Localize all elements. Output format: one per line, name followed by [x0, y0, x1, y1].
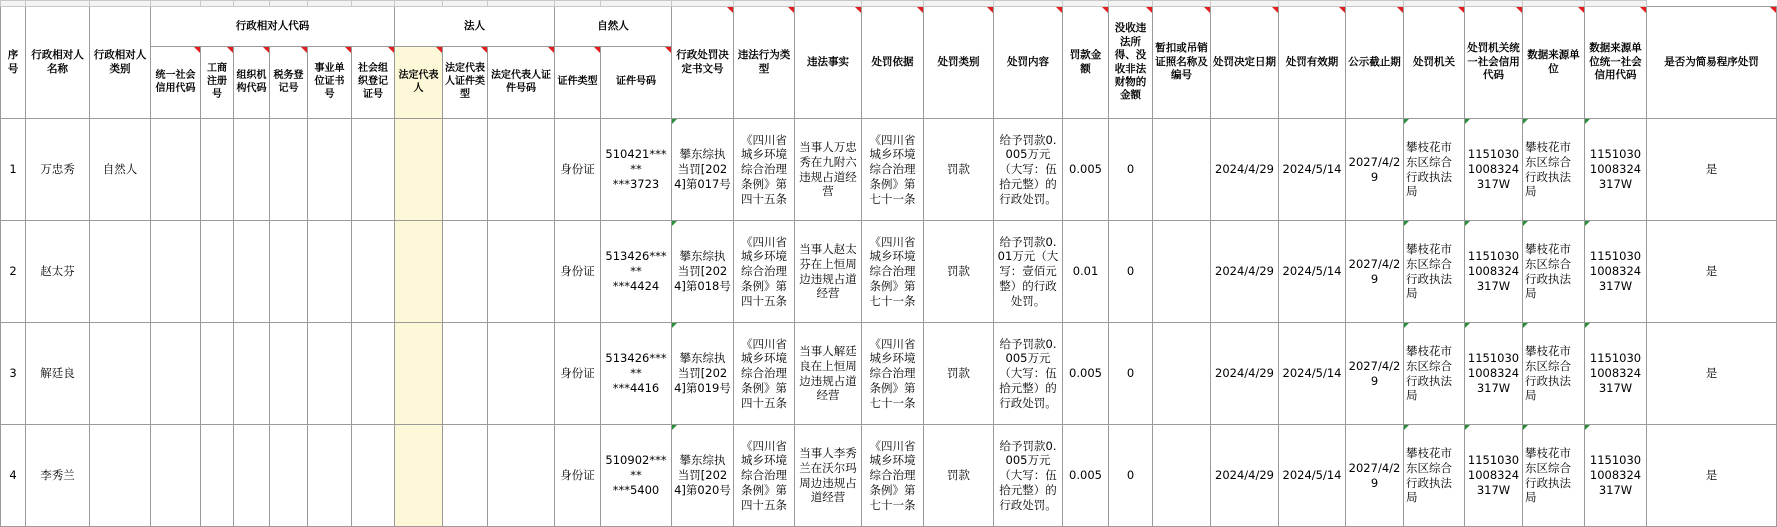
- cell-basis[interactable]: 《四川省城乡环境综合治理条例》第七十一条: [862, 119, 924, 221]
- cell-legal-rep[interactable]: [395, 323, 443, 425]
- cell-biz-reg[interactable]: [201, 323, 234, 425]
- cell-facts[interactable]: 当事人赵太芬在上恒周边违规占道经营: [795, 221, 862, 323]
- cell-type[interactable]: [90, 221, 151, 323]
- cell-basis[interactable]: 《四川省城乡环境综合治理条例》第七十一条: [862, 425, 924, 527]
- comment-marker: [1770, 7, 1776, 13]
- header-confiscate[interactable]: [1109, 7, 1153, 119]
- cell-seq[interactable]: 3: [1, 323, 26, 425]
- cell-penalty-cat[interactable]: 罚款: [924, 221, 994, 323]
- cell-uscc[interactable]: [151, 425, 201, 527]
- header-legal-rep[interactable]: [395, 47, 443, 119]
- cell-penalty-cat[interactable]: 罚款: [924, 119, 994, 221]
- cell-public-end[interactable]: 2027/4/29: [1346, 119, 1404, 221]
- cell-basis[interactable]: 《四川省城乡环境综合治理条例》第七十一条: [862, 323, 924, 425]
- cell-source-code-text: 11510301008324317W: [1589, 249, 1642, 293]
- cell-legal-rep-id-type[interactable]: [443, 323, 488, 425]
- comment-marker: [1102, 7, 1108, 13]
- cell-simple[interactable]: 是: [1647, 119, 1777, 221]
- cell-id-no[interactable]: 510902***** ***5400: [601, 425, 672, 527]
- cell-suspend[interactable]: [1153, 425, 1211, 527]
- header-doc-no[interactable]: [672, 7, 734, 119]
- cell-uscc[interactable]: [151, 221, 201, 323]
- cell-seq[interactable]: 4: [1, 425, 26, 527]
- comment-marker: [1339, 7, 1345, 13]
- comment-marker: [1204, 7, 1210, 13]
- header-source-text: 数据来源单位: [1527, 49, 1580, 75]
- cell-org-code[interactable]: [234, 221, 270, 323]
- header-biz-reg[interactable]: [201, 47, 234, 119]
- cell-authority[interactable]: [1404, 221, 1465, 323]
- cell-legal-rep-id-no[interactable]: [488, 221, 555, 323]
- comment-marker: [1397, 7, 1403, 13]
- header-inst-cert-text: 事业单位证书号: [314, 63, 345, 100]
- error-marker: [1523, 323, 1528, 328]
- cell-source-code[interactable]: [1585, 221, 1647, 323]
- header-basis-text: 处罚依据: [871, 55, 914, 68]
- comment-marker: [194, 47, 200, 53]
- cell-tax-reg[interactable]: [270, 221, 308, 323]
- cell-social-org[interactable]: [352, 425, 395, 527]
- header-group-code[interactable]: 行政相对人代码: [151, 7, 395, 47]
- cell-name[interactable]: 李秀兰: [26, 425, 90, 527]
- cell-suspend[interactable]: [1153, 119, 1211, 221]
- cell-authority[interactable]: [1404, 119, 1465, 221]
- header-simple[interactable]: [1647, 7, 1777, 119]
- cell-social-org[interactable]: [352, 221, 395, 323]
- cell-legal-rep-id-no[interactable]: [488, 425, 555, 527]
- header-social-org[interactable]: [352, 47, 395, 119]
- header-facts-text: 违法事实: [807, 55, 849, 68]
- comment-marker: [917, 7, 923, 13]
- comment-marker: [263, 47, 269, 53]
- cell-facts[interactable]: 当事人李秀兰在沃尔玛周边违规占道经营: [795, 425, 862, 527]
- cell-source-code-text: 11510301008324317W: [1589, 453, 1642, 497]
- cell-doc-no-text: 攀东综执当罚[2024]第020号: [674, 453, 731, 497]
- cell-source-code-text: 11510301008324317W: [1589, 351, 1642, 395]
- cell-source[interactable]: [1523, 119, 1585, 221]
- cell-public-end[interactable]: 2027/4/29: [1346, 425, 1404, 527]
- cell-source-text: 攀枝花市东区综合行政执法局: [1525, 446, 1571, 505]
- cell-id-no[interactable]: 513426***** ***4424: [601, 221, 672, 323]
- cell-fine[interactable]: 0.005: [1063, 425, 1109, 527]
- error-marker: [1465, 221, 1470, 226]
- cell-social-org[interactable]: [352, 323, 395, 425]
- cell-confiscate[interactable]: 0: [1109, 323, 1153, 425]
- cell-authority[interactable]: [1404, 323, 1465, 425]
- header-suspend-text: 暂扣或吊销证照名称及编号: [1155, 42, 1208, 82]
- cell-legal-rep-id-type[interactable]: [443, 119, 488, 221]
- cell-source[interactable]: [1523, 323, 1585, 425]
- header-id-no[interactable]: [601, 47, 672, 119]
- cell-facts[interactable]: 当事人解廷良在上恒周边违规占道经营: [795, 323, 862, 425]
- header-source[interactable]: [1523, 7, 1585, 119]
- cell-legal-rep[interactable]: [395, 119, 443, 221]
- cell-inst-cert[interactable]: [308, 221, 352, 323]
- cell-id-type[interactable]: 身份证: [555, 323, 601, 425]
- header-uscc[interactable]: [151, 47, 201, 119]
- comment-marker: [855, 7, 861, 13]
- cell-authority-text: 攀枝花市东区综合行政执法局: [1406, 140, 1452, 199]
- comment-marker: [548, 47, 554, 53]
- cell-authority-text: 攀枝花市东区综合行政执法局: [1406, 446, 1452, 505]
- header-group-natural[interactable]: 自然人: [555, 7, 672, 47]
- cell-doc-no-text: 攀东综执当罚[2024]第017号: [674, 147, 731, 191]
- comment-marker: [1272, 7, 1278, 13]
- header-id-type[interactable]: [555, 47, 601, 119]
- header-decision-date-text: 处罚决定日期: [1213, 55, 1276, 68]
- header-content-text: 处罚内容: [1007, 55, 1049, 68]
- cell-doc-no[interactable]: [672, 221, 734, 323]
- cell-content[interactable]: 给予罚款0.01万元（大写：壹佰元整）的行政处罚。: [994, 221, 1063, 323]
- cell-legal-rep[interactable]: [395, 425, 443, 527]
- cell-penalty-cat[interactable]: 罚款: [924, 425, 994, 527]
- cell-name[interactable]: 万忠秀: [26, 119, 90, 221]
- cell-id-no[interactable]: 510421***** ***3723: [601, 119, 672, 221]
- header-legal-rep-id-type[interactable]: [443, 47, 488, 119]
- cell-fine[interactable]: 0.005: [1063, 119, 1109, 221]
- header-inst-cert[interactable]: [308, 47, 352, 119]
- error-marker: [672, 323, 677, 328]
- header-id-no-text: 证件号码: [616, 76, 656, 88]
- cell-type[interactable]: [90, 425, 151, 527]
- cell-inst-cert[interactable]: [308, 119, 352, 221]
- cell-confiscate[interactable]: 0: [1109, 119, 1153, 221]
- cell-biz-reg[interactable]: [201, 221, 234, 323]
- cell-decision-date[interactable]: 2024/4/29: [1211, 119, 1279, 221]
- comment-marker: [1146, 7, 1152, 13]
- cell-authority-code-text: 11510301008324317W: [1467, 351, 1520, 395]
- cell-penalty-cat[interactable]: 罚款: [924, 323, 994, 425]
- cell-doc-no[interactable]: [672, 119, 734, 221]
- cell-authority-code-text: 11510301008324317W: [1467, 453, 1520, 497]
- header-violation-type-text: 违法行为类型: [737, 49, 791, 75]
- cell-decision-date[interactable]: 2024/4/29: [1211, 323, 1279, 425]
- header-decision-date[interactable]: [1211, 7, 1279, 119]
- cell-authority[interactable]: [1404, 425, 1465, 527]
- cell-name[interactable]: 赵太芬: [26, 221, 90, 323]
- error-marker: [1465, 119, 1470, 124]
- comment-marker: [1578, 7, 1584, 13]
- header-source-code-text: 数据来源单位统一社会信用代码: [1589, 42, 1642, 82]
- header-group-legal[interactable]: 法人: [395, 7, 555, 47]
- cell-valid-date[interactable]: 2024/5/14: [1279, 221, 1346, 323]
- cell-type[interactable]: 自然人: [90, 119, 151, 221]
- error-marker: [1404, 119, 1409, 124]
- table-row[interactable]: [1, 119, 1777, 221]
- cell-fine[interactable]: 0.005: [1063, 323, 1109, 425]
- cell-content[interactable]: 给予罚款0.005万元（大写：伍拾元整）的行政处罚。: [994, 323, 1063, 425]
- cell-legal-rep-id-no[interactable]: [488, 323, 555, 425]
- cell-doc-no[interactable]: [672, 323, 734, 425]
- comment-marker: [301, 47, 307, 53]
- comment-marker: [727, 7, 733, 13]
- cell-authority-code[interactable]: [1465, 425, 1523, 527]
- error-marker: [1585, 221, 1590, 226]
- cell-legal-rep-id-no[interactable]: [488, 119, 555, 221]
- cell-authority-code[interactable]: [1465, 119, 1523, 221]
- comment-marker: [788, 7, 794, 13]
- comment-marker: [388, 47, 394, 53]
- header-biz-reg-text: 工商注册号: [207, 63, 227, 100]
- cell-violation-type[interactable]: 《四川省城乡环境综合治理条例》第四十五条: [734, 425, 795, 527]
- cell-id-type[interactable]: 身份证: [555, 221, 601, 323]
- header-violation-type[interactable]: [734, 7, 795, 119]
- cell-suspend[interactable]: [1153, 323, 1211, 425]
- cell-valid-date[interactable]: 2024/5/14: [1279, 119, 1346, 221]
- header-legal-rep-id-no[interactable]: [488, 47, 555, 119]
- cell-violation-type[interactable]: 《四川省城乡环境综合治理条例》第四十五条: [734, 119, 795, 221]
- cell-id-type[interactable]: 身份证: [555, 119, 601, 221]
- cell-valid-date[interactable]: 2024/5/14: [1279, 425, 1346, 527]
- cell-content[interactable]: 给予罚款0.005万元（大写：伍拾元整）的行政处罚。: [994, 425, 1063, 527]
- cell-inst-cert[interactable]: [308, 425, 352, 527]
- header-authority-code-text: 处罚机关统一社会信用代码: [1467, 42, 1520, 82]
- cell-authority-code-text: 11510301008324317W: [1467, 249, 1520, 293]
- cell-basis[interactable]: 《四川省城乡环境综合治理条例》第七十一条: [862, 221, 924, 323]
- comment-marker: [345, 47, 351, 53]
- cell-type[interactable]: [90, 323, 151, 425]
- cell-violation-type[interactable]: 《四川省城乡环境综合治理条例》第四十五条: [734, 323, 795, 425]
- comment-marker: [481, 47, 487, 53]
- error-marker: [1404, 221, 1409, 226]
- header-id-type-text: 证件类型: [557, 76, 598, 88]
- cell-decision-date[interactable]: 2024/4/29: [1211, 221, 1279, 323]
- header-content[interactable]: [994, 7, 1063, 119]
- cell-confiscate[interactable]: 0: [1109, 221, 1153, 323]
- cell-org-code[interactable]: [234, 323, 270, 425]
- comment-marker: [1640, 7, 1646, 13]
- cell-source-text: 攀枝花市东区综合行政执法局: [1525, 344, 1571, 403]
- header-authority-text: 处罚机关: [1413, 55, 1455, 68]
- cell-valid-date[interactable]: 2024/5/14: [1279, 323, 1346, 425]
- error-marker: [672, 425, 677, 430]
- cell-name[interactable]: 解廷良: [26, 323, 90, 425]
- cell-doc-no[interactable]: [672, 425, 734, 527]
- cell-source[interactable]: [1523, 221, 1585, 323]
- cell-biz-reg[interactable]: [201, 119, 234, 221]
- cell-public-end[interactable]: 2027/4/29: [1346, 221, 1404, 323]
- header-confiscate-text: 没收违法所得、没收非法财物的金额: [1114, 22, 1147, 102]
- cell-uscc[interactable]: [151, 323, 201, 425]
- cell-legal-rep-id-type[interactable]: [443, 425, 488, 527]
- header-public-end-text: 公示截止期: [1348, 55, 1401, 68]
- header-legal-rep-text: 法定代表人: [398, 69, 439, 94]
- cell-source-code[interactable]: [1585, 323, 1647, 425]
- header-org-code-text: 组织机构代码: [236, 69, 267, 94]
- header-org-code[interactable]: [234, 47, 270, 119]
- header-type[interactable]: 行政相对人类别: [90, 7, 151, 119]
- header-suspend[interactable]: [1153, 7, 1211, 119]
- cell-tax-reg[interactable]: [270, 425, 308, 527]
- table-row[interactable]: [1, 323, 1777, 425]
- header-social-org-text: 社会组织登记证号: [358, 63, 388, 100]
- header-penalty-cat[interactable]: [924, 7, 994, 119]
- error-marker: [1465, 323, 1470, 328]
- cell-authority-code[interactable]: [1465, 221, 1523, 323]
- header-simple-text: 是否为简易程序处罚: [1664, 55, 1759, 68]
- comment-marker: [665, 47, 671, 53]
- cell-source-text: 攀枝花市东区综合行政执法局: [1525, 140, 1571, 199]
- header-authority-code[interactable]: [1465, 7, 1523, 119]
- header-fine-text: 罚款金额: [1069, 49, 1102, 75]
- cell-seq[interactable]: 2: [1, 221, 26, 323]
- header-public-end[interactable]: [1346, 7, 1404, 119]
- table-row[interactable]: [1, 425, 1777, 527]
- cell-social-org[interactable]: [352, 119, 395, 221]
- header-uscc-text: 统一社会信用代码: [155, 69, 196, 94]
- cell-tax-reg[interactable]: [270, 119, 308, 221]
- error-marker: [1585, 119, 1590, 124]
- comment-marker: [1056, 7, 1062, 13]
- table-row[interactable]: [1, 221, 1777, 323]
- cell-id-type[interactable]: 身份证: [555, 425, 601, 527]
- header-tax-reg[interactable]: [270, 47, 308, 119]
- cell-biz-reg[interactable]: [201, 425, 234, 527]
- cell-source[interactable]: [1523, 425, 1585, 527]
- cell-simple[interactable]: 是: [1647, 221, 1777, 323]
- cell-legal-rep-id-type[interactable]: [443, 221, 488, 323]
- cell-authority-code-text: 11510301008324317W: [1467, 147, 1520, 191]
- cell-id-no[interactable]: 513426***** ***4416: [601, 323, 672, 425]
- cell-authority-text: 攀枝花市东区综合行政执法局: [1406, 344, 1452, 403]
- header-valid-date[interactable]: [1279, 7, 1346, 119]
- header-basis[interactable]: [862, 7, 924, 119]
- error-marker: [672, 221, 677, 226]
- cell-authority-text: 攀枝花市东区综合行政执法局: [1406, 242, 1452, 301]
- header-authority[interactable]: [1404, 7, 1465, 119]
- comment-marker: [1458, 7, 1464, 13]
- cell-source-code[interactable]: [1585, 119, 1647, 221]
- error-marker: [1585, 323, 1590, 328]
- cell-legal-rep[interactable]: [395, 221, 443, 323]
- cell-source-text: 攀枝花市东区综合行政执法局: [1525, 242, 1571, 301]
- cell-content[interactable]: 给予罚款0.005万元（大写：伍拾元整）的行政处罚。: [994, 119, 1063, 221]
- header-tax-reg-text: 税务登记号: [273, 69, 304, 94]
- comment-marker: [436, 47, 442, 53]
- comment-marker: [1516, 7, 1522, 13]
- cell-org-code[interactable]: [234, 425, 270, 527]
- cell-source-code-text: 11510301008324317W: [1589, 147, 1642, 191]
- cell-public-end[interactable]: 2027/4/29: [1346, 323, 1404, 425]
- cell-uscc[interactable]: [151, 119, 201, 221]
- error-marker: [1523, 425, 1528, 430]
- header-valid-date-text: 处罚有效期: [1285, 55, 1339, 68]
- header-source-code[interactable]: [1585, 7, 1647, 119]
- cell-seq[interactable]: 1: [1, 119, 26, 221]
- header-fine[interactable]: [1063, 7, 1109, 119]
- cell-inst-cert[interactable]: [308, 323, 352, 425]
- error-marker: [672, 119, 677, 124]
- error-marker: [1585, 425, 1590, 430]
- cell-suspend[interactable]: [1153, 221, 1211, 323]
- comment-marker: [227, 47, 233, 53]
- cell-facts[interactable]: 当事人万忠秀在九附六违规占道经营: [795, 119, 862, 221]
- cell-violation-type[interactable]: 《四川省城乡环境综合治理条例》第四十五条: [734, 221, 795, 323]
- error-marker: [1523, 119, 1528, 124]
- header-row-1: [1, 7, 1777, 47]
- cell-fine[interactable]: 0.01: [1063, 221, 1109, 323]
- header-legal-rep-id-no-text: 法定代表人证件号码: [491, 69, 551, 94]
- error-marker: [1523, 221, 1528, 226]
- header-penalty-cat-text: 处罚类别: [937, 55, 980, 68]
- header-seq[interactable]: 序号: [1, 7, 26, 119]
- comment-marker: [987, 7, 993, 13]
- cell-doc-no-text: 攀东综执当罚[2024]第019号: [674, 351, 731, 395]
- header-legal-rep-id-type-text: 法定代表人证件类型: [445, 63, 485, 100]
- cell-tax-reg[interactable]: [270, 323, 308, 425]
- comment-marker: [594, 47, 600, 53]
- cell-authority-code[interactable]: [1465, 323, 1523, 425]
- header-doc-no-text: 行政处罚决定书文号: [676, 49, 729, 75]
- cell-simple[interactable]: 是: [1647, 425, 1777, 527]
- error-marker: [1404, 425, 1409, 430]
- cell-doc-no-text: 攀东综执当罚[2024]第018号: [674, 249, 731, 293]
- error-marker: [1404, 323, 1409, 328]
- cell-decision-date[interactable]: 2024/4/29: [1211, 425, 1279, 527]
- error-marker: [1465, 425, 1470, 430]
- header-name[interactable]: 行政相对人名称: [26, 7, 90, 119]
- header-facts[interactable]: [795, 7, 862, 119]
- cell-org-code[interactable]: [234, 119, 270, 221]
- cell-confiscate[interactable]: 0: [1109, 425, 1153, 527]
- cell-simple[interactable]: 是: [1647, 323, 1777, 425]
- cell-source-code[interactable]: [1585, 425, 1647, 527]
